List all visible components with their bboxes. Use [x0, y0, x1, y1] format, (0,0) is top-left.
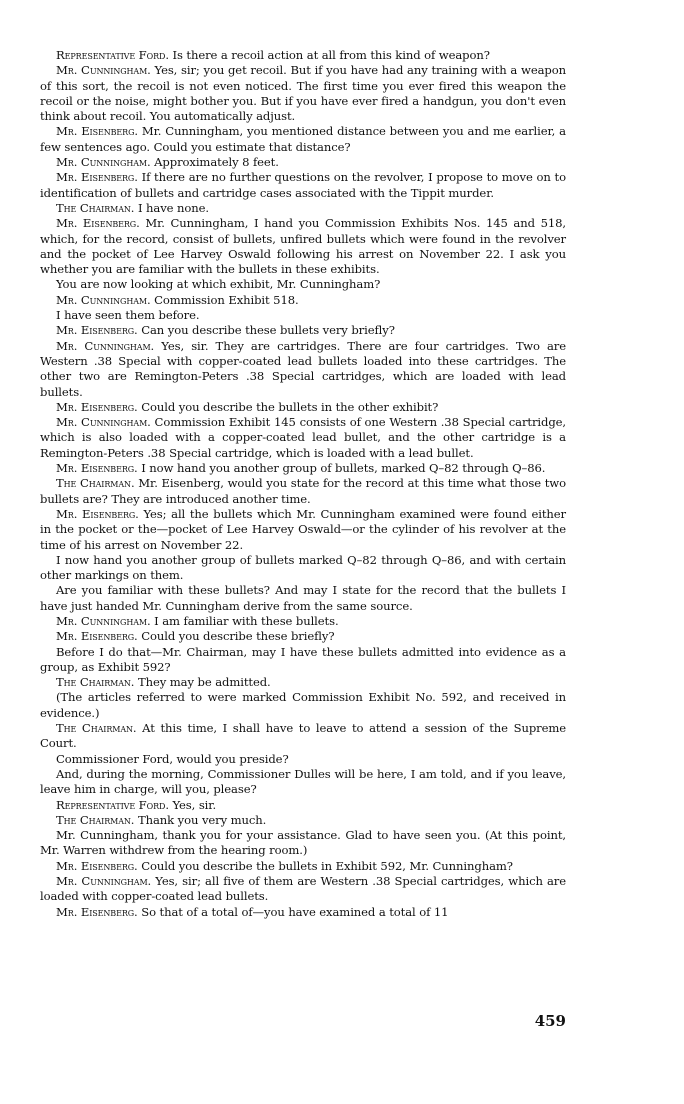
paragraph-text: I have seen them before. — [56, 308, 200, 323]
paragraph — [40, 828, 566, 859]
paragraph — [40, 216, 566, 277]
paragraph — [40, 583, 566, 614]
speaker: Representative Ford. — [56, 797, 169, 812]
speaker: Mr. Eisenberg. — [56, 399, 138, 414]
speaker: Mr. Eisenberg. — [56, 506, 139, 521]
speaker: Mr. Cunningham. — [56, 613, 151, 628]
speaker: Mr. Eisenberg. — [56, 323, 138, 338]
paragraph-text: So that of a total of—you have examined a total of 11 — [137, 904, 449, 919]
paragraph — [40, 201, 566, 216]
paragraph — [40, 63, 566, 124]
paragraph — [40, 752, 566, 767]
paragraph-text: Yes, sir; you get recoil. But if you have had any training with a weapon of this sort, the recoil is not even noticed. The first time you ever fired this weapon the recoil or the noise, might bother you. But if you have ever fired a handgun, you don't even think about recoil. You automatically adjust. — [40, 63, 566, 124]
speaker: Mr. Eisenberg. — [56, 461, 138, 476]
paragraph — [40, 614, 566, 629]
speaker: The Chairman. — [56, 476, 135, 491]
speaker: Mr. Cunningham. — [56, 155, 151, 170]
speaker: The Chairman. — [56, 721, 137, 736]
paragraph-text: Mr. Cunningham, you mentioned distance between you and me earlier, a few sentences ago. Could you estimate that distance? — [40, 124, 566, 154]
paragraph-text: (The articles referred to were marked Commission Exhibit No. 592, and received in evidence.) — [40, 690, 566, 720]
paragraph — [40, 476, 566, 507]
paragraph — [40, 170, 566, 201]
speaker: Mr. Eisenberg. — [56, 170, 138, 185]
paragraph — [40, 308, 566, 323]
paragraph-text: I now hand you another group of bullets, marked Q–82 through Q–86. — [137, 461, 546, 476]
paragraph-text: Yes; all the bullets which Mr. Cunningham examined were found either in the pocket or the—pocket of Lee Harvey Oswald—or the cylinder of his revolver at the time of his arrest on November 22. — [40, 506, 566, 552]
speaker: The Chairman. — [56, 200, 135, 215]
paragraph — [40, 339, 566, 400]
paragraph — [40, 155, 566, 170]
speaker: The Chairman. — [56, 812, 135, 827]
paragraph-text: Yes, sir. They are cartridges. There are four cartridges. Two are Western .38 Special with copper-coated lead bullets loaded into these cartridges. The other two are Remington-Peters .38 Special cartridges, which are loaded with lead bullets. — [40, 338, 567, 399]
paragraph-text: Commissioner Ford, would you preside? — [56, 751, 289, 766]
paragraph-text: You are now looking at which exhibit, Mr. Cunningham? — [56, 277, 381, 292]
paragraph — [40, 415, 566, 461]
speaker: Mr. Eisenberg. — [56, 858, 138, 873]
paragraph — [40, 874, 566, 905]
paragraph-text: Approximately 8 feet. — [150, 155, 279, 170]
paragraph-text: Commission Exhibit 145 consists of one Western .38 Special cartridge, which is also loaded with a copper-coated lead bullet, and the other cartridge is a Remington-Peters .38 Special cartridge, which is loaded with a lead bullet. — [40, 415, 567, 460]
paragraph-text: I am familiar with these bullets. — [150, 613, 339, 628]
speaker: Mr. Eisenberg. — [56, 904, 138, 919]
paragraph — [40, 798, 566, 813]
paragraph — [40, 124, 566, 155]
paragraph — [40, 813, 566, 828]
paragraph-text: Thank you very much. — [134, 812, 267, 827]
paragraph-text: Is there a recoil action at all from this kind of weapon? — [168, 48, 490, 62]
paragraph — [40, 507, 566, 553]
paragraph — [40, 645, 566, 676]
speaker: Mr. Cunningham. — [56, 292, 151, 307]
speaker: Mr. Cunningham. — [56, 874, 152, 889]
paragraph-text: Before I do that—Mr. Chairman, may I have these bullets admitted into evidence as a group, as Exhibit 592? — [40, 644, 566, 674]
paragraph — [40, 277, 566, 292]
paragraph-text: Mr. Cunningham, I hand you Commission Exhibits Nos. 145 and 518, which, for the record, consist of bullets, unfired bullets which were found in the revolver and the pocket of Lee Harvey Oswald following his arrest on November 22. I ask you whether you are familiar with the bullets in these exhibits. — [40, 216, 566, 277]
paragraph — [40, 675, 566, 690]
speaker: Mr. Eisenberg. — [56, 124, 138, 139]
speaker: Mr. Cunningham. — [56, 415, 151, 430]
paragraph — [40, 721, 566, 752]
speaker: Mr. Cunningham. — [56, 338, 155, 353]
page-number: 459 — [534, 1012, 566, 1030]
paragraph-text: Mr. Eisenberg, would you state for the record at this time what those two bullets are? They are introduced another time. — [40, 476, 566, 506]
paragraph — [40, 461, 566, 476]
speaker: Mr. Cunningham. — [56, 63, 151, 78]
paragraph-text: If there are no further questions on the revolver, I propose to move on to identification of bullets and cartridge cases associated with the Tippit murder. — [40, 170, 566, 200]
speaker: Mr. Eisenberg. — [56, 216, 140, 231]
paragraph — [40, 767, 566, 798]
paragraph — [40, 323, 566, 338]
paragraph-text: Mr. Cunningham, thank you for your assistance. Glad to have seen you. (At this point, Mr. Warren withdrew from the hearing room.) — [40, 828, 566, 858]
paragraph — [40, 48, 566, 63]
paragraph-text: And, during the morning, Commissioner Dulles will be here, I am told, and if you leave, leave him in charge, will you, please? — [40, 766, 566, 797]
paragraph-text: At this time, I shall have to leave to attend a session of the Supreme Court. — [40, 721, 566, 751]
paragraph — [40, 553, 566, 584]
paragraph — [40, 293, 566, 308]
paragraph — [40, 905, 566, 920]
paragraph-text: Could you describe the bullets in Exhibit 592, Mr. Cunningham? — [137, 858, 513, 873]
paragraph-text: They may be admitted. — [134, 675, 271, 690]
paragraph — [40, 400, 566, 415]
speaker: Representative Ford. — [56, 48, 169, 62]
paragraph-text: I have none. — [134, 200, 209, 215]
speaker: The Chairman. — [56, 675, 135, 690]
paragraph-text: Are you familiar with these bullets? And may I state for the record that the bullets I have just handed Mr. Cunningham derive from the same source. — [40, 583, 566, 613]
paragraph-text: Could you describe these briefly? — [137, 629, 335, 644]
paragraph-text: I now hand you another group of bullets marked Q–82 through Q–86, and with certain other markings on them. — [40, 552, 566, 583]
paragraph — [40, 629, 566, 644]
paragraph-text: Commission Exhibit 518. — [150, 292, 299, 307]
paragraph-text: Yes, sir; all five of them are Western .38 Special cartridges, which are loaded with copper-coated lead bullets. — [40, 874, 566, 904]
speaker: Mr. Eisenberg. — [56, 629, 138, 644]
paragraph-text: Yes, sir. — [168, 797, 217, 812]
paragraph-text: Can you describe these bullets very briefly? — [137, 323, 395, 338]
paragraph — [40, 859, 566, 874]
testimony-page — [40, 48, 566, 920]
paragraph — [40, 690, 566, 721]
paragraph-text: Could you describe the bullets in the other exhibit? — [137, 399, 439, 414]
